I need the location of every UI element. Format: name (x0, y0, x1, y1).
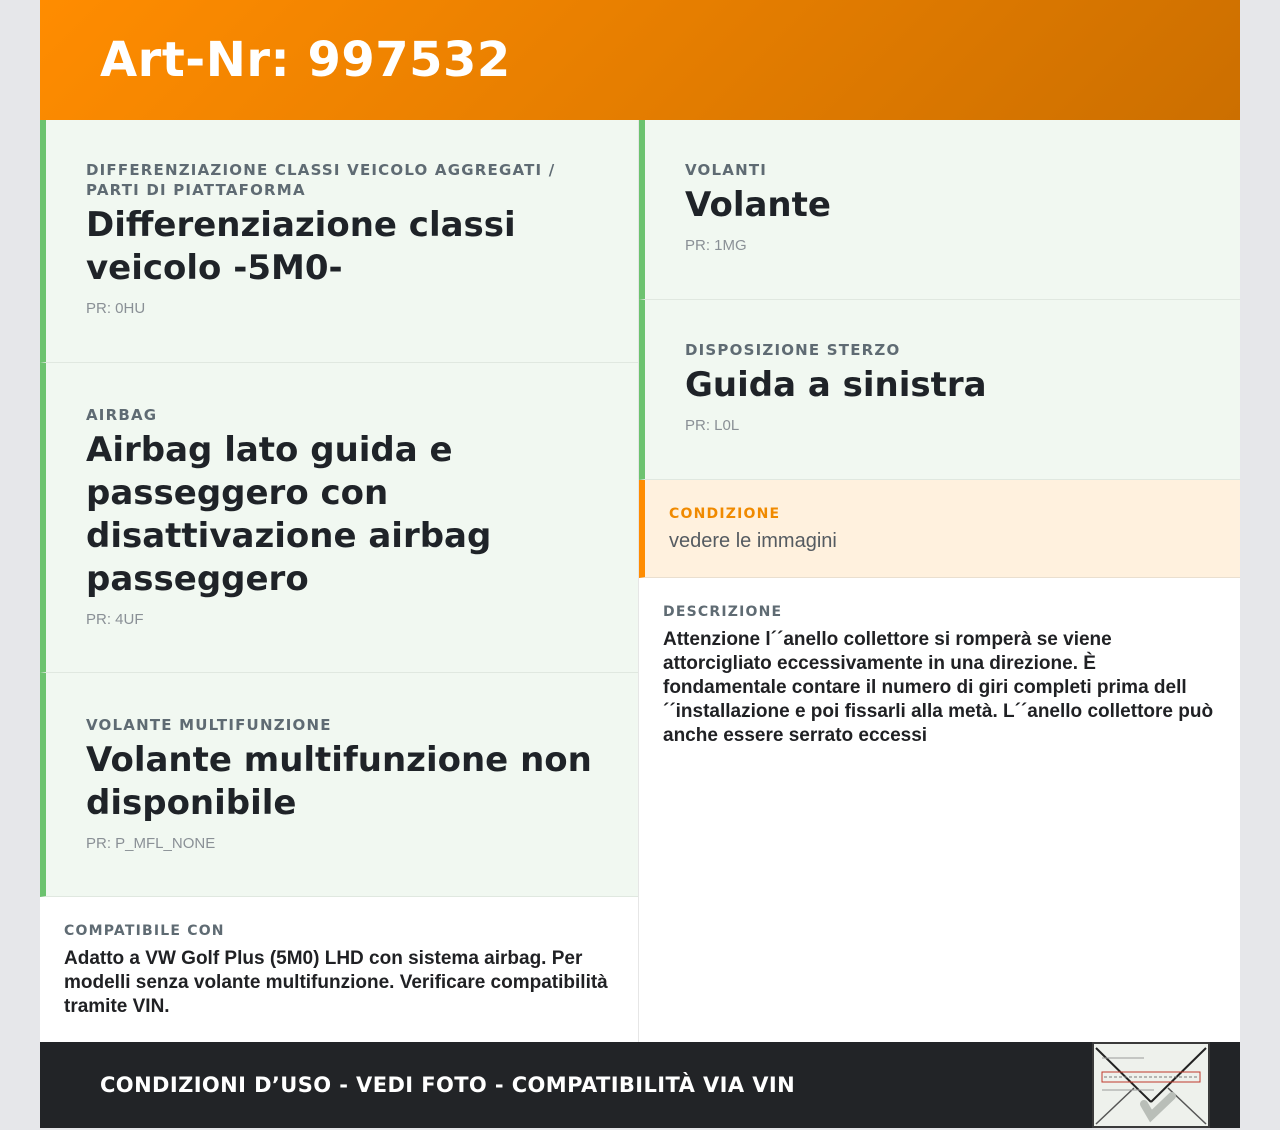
feature-value: Volante multifunzione non disponibile (86, 740, 592, 823)
feature-card-airbag (40, 363, 638, 673)
feature-card-vehicle-class (40, 120, 638, 363)
feature-value: Guida a sinistra (685, 365, 987, 405)
feature-value: Volante (685, 185, 831, 225)
feature-category: AIRBAG (86, 406, 158, 424)
header-bar (40, 0, 1240, 120)
label-sticker-image (1092, 1042, 1210, 1128)
compatibility-label: COMPATIBILE CON (64, 923, 225, 939)
footer-bar (40, 1042, 1240, 1128)
condition-label: CONDIZIONE (669, 506, 781, 522)
description-text: Attenzione l´´anello collettore si romperà se viene attorcigliato eccessivamente in una direzione. È fondamentale contare il numero di giri completi prima dell´´installazione e poi fissarli alla metà. L´´anello collettore può anche essere serrato eccessi (663, 629, 1214, 746)
compatibility-text: Adatto a VW Golf Plus (5M0) LHD con sistema airbag. Per modelli senza volante multifunzione. Verificare compatibilità tramite VIN. (64, 948, 608, 1017)
feature-pr-code: PR: 0HU (86, 300, 146, 317)
content-area (40, 120, 1240, 1042)
feature-pr-code: PR: 1MG (685, 237, 747, 254)
feature-value: Airbag lato guida e passeggero con disattivazione airbag passeggero (86, 430, 492, 599)
right-column (639, 120, 1240, 1042)
description-box (639, 578, 1240, 774)
article-number-title: Art-Nr: 997532 (100, 32, 511, 88)
footer-text: CONDIZIONI D’USO - VEDI FOTO - COMPATIBILITÀ VIA VIN (100, 1073, 796, 1097)
feature-pr-code: PR: P_MFL_NONE (86, 835, 216, 852)
compatibility-box (40, 897, 638, 1045)
left-column (40, 120, 639, 1042)
feature-category: VOLANTI (685, 161, 768, 179)
description-label: DESCRIZIONE (663, 604, 783, 620)
feature-card-steering-layout (639, 300, 1240, 480)
product-sheet (40, 0, 1240, 1128)
condition-text: vedere le immagini (669, 530, 837, 552)
feature-pr-code: PR: L0L (685, 417, 740, 434)
envelope-label-icon (1094, 1044, 1208, 1126)
feature-value: Differenziazione classi veicolo -5M0- (86, 205, 516, 288)
feature-card-steering-wheel (639, 120, 1240, 300)
feature-category: DISPOSIZIONE STERZO (685, 341, 901, 359)
feature-category: VOLANTE MULTIFUNZIONE (86, 716, 332, 734)
condition-box (639, 480, 1240, 578)
feature-pr-code: PR: 4UF (86, 611, 144, 628)
feature-card-multifunction-wheel (40, 673, 638, 897)
feature-category: DIFFERENZIAZIONE CLASSI VEICOLO AGGREGATI / PARTI DI PIATTAFORMA (86, 161, 556, 199)
